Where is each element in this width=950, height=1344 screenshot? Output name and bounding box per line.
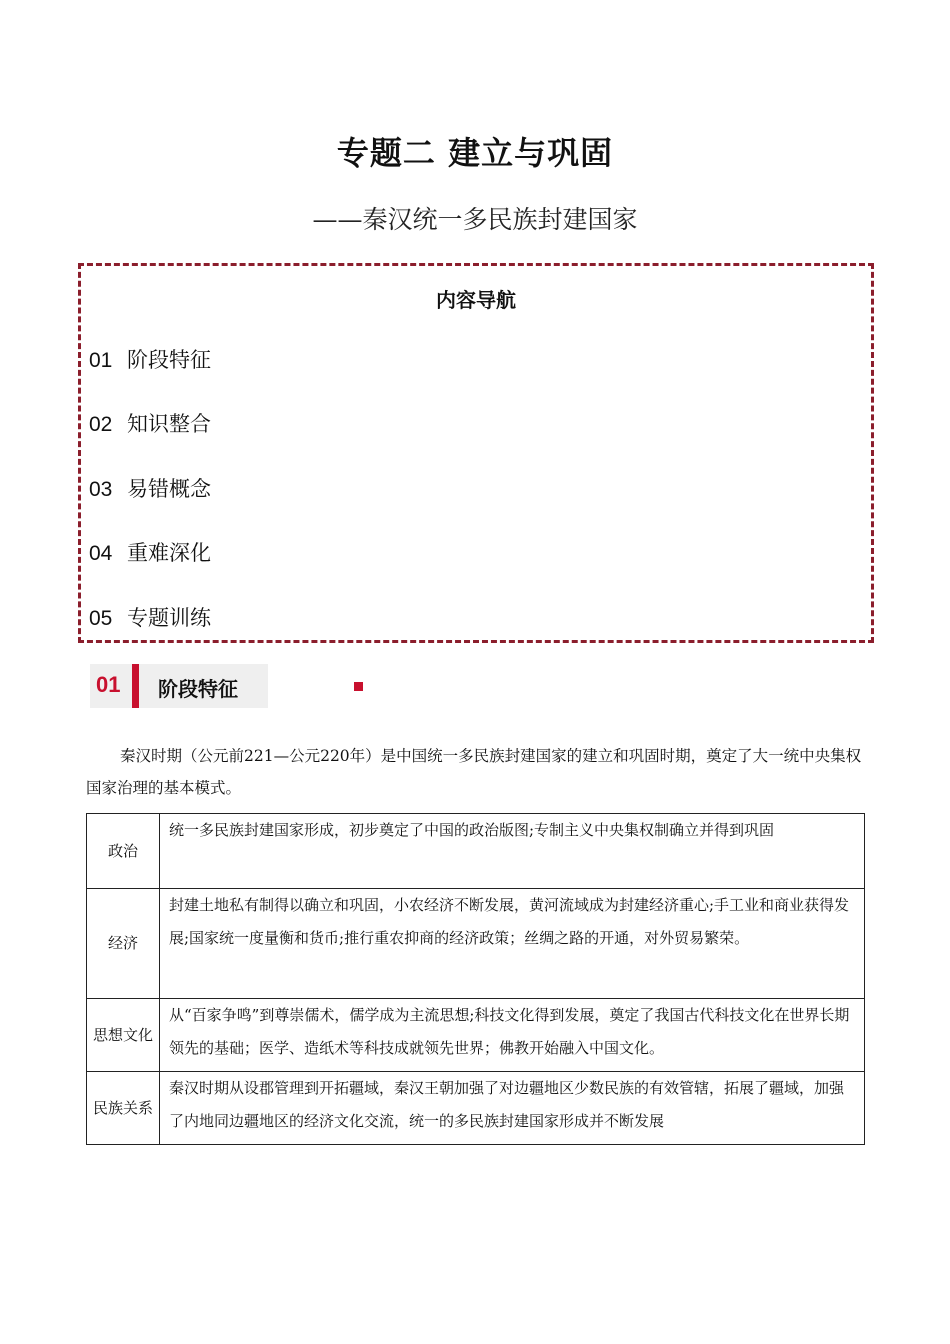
nav-item-label: 专题训练 [127,606,211,630]
nav-item-number: 03 [89,478,113,501]
table-content-cell: 从“百家争鸣”到尊崇儒术，儒学成为主流思想;科技文化得到发展，奠定了我国古代科技文化在世界长期领先的基础；医学、造纸术等科技成就领先世界；佛教开始融入中国文化。 [160,999,865,1072]
nav-item-label: 重难深化 [127,541,211,565]
table-category-cell: 经济 [87,889,160,999]
square-bullet-icon [354,682,363,691]
nav-item-stage-features[interactable] [89,344,211,374]
nav-item-number: 01 [89,349,113,372]
page-title: 专题二 建立与巩固 [336,134,614,172]
table-category-cell: 思想文化 [87,999,160,1072]
nav-item-label: 知识整合 [127,412,211,436]
table-content-cell: 统一多民族封建国家形成，初步奠定了中国的政治版图;专制主义中央集权制确立并得到巩固 [160,814,865,889]
nav-item-number: 05 [89,607,113,630]
table-row [87,1072,865,1145]
table-row [87,999,865,1072]
table-content-cell: 秦汉时期从设郡管理到开拓疆域，秦汉王朝加强了对边疆地区少数民族的有效管辖，拓展了疆域，加强了内地同边疆地区的经济文化交流，统一的多民族封建国家形成并不断发展 [160,1072,865,1145]
nav-title: 内容导航 [436,288,516,312]
nav-item-number: 04 [89,542,113,565]
section-title: 阶段特征 [158,677,238,701]
section-divider-bar [132,664,139,708]
nav-item-error-prone-concepts[interactable] [89,473,211,503]
table-category-cell: 政治 [87,814,160,889]
content-navigation-box [78,263,874,643]
nav-item-key-difficulties[interactable] [89,537,211,567]
section-header [90,664,268,708]
nav-item-number: 02 [89,413,113,436]
nav-item-label: 易错概念 [127,477,211,501]
table-content-cell: 封建土地私有制得以确立和巩固，小农经济不断发展，黄河流域成为封建经济重心;手工业和商业获得发展;国家统一度量衡和货币;推行重农抑商的经济政策；丝绸之路的开通，对外贸易繁荣。 [160,889,865,999]
stage-features-table [86,813,865,1145]
nav-item-knowledge-integration[interactable] [89,408,211,438]
nav-item-label: 阶段特征 [127,348,211,372]
nav-item-topic-training[interactable] [89,602,211,632]
section-number: 01 [96,672,121,697]
page-subtitle: ——秦汉统一多民族封建国家 [312,205,638,234]
intro-paragraph: 秦汉时期（公元前221—公元220年）是中国统一多民族封建国家的建立和巩固时期，奠定了大一统中央集权国家治理的基本模式。 [86,747,862,797]
table-row [87,814,865,889]
table-row [87,889,865,999]
table-category-cell: 民族关系 [87,1072,160,1145]
